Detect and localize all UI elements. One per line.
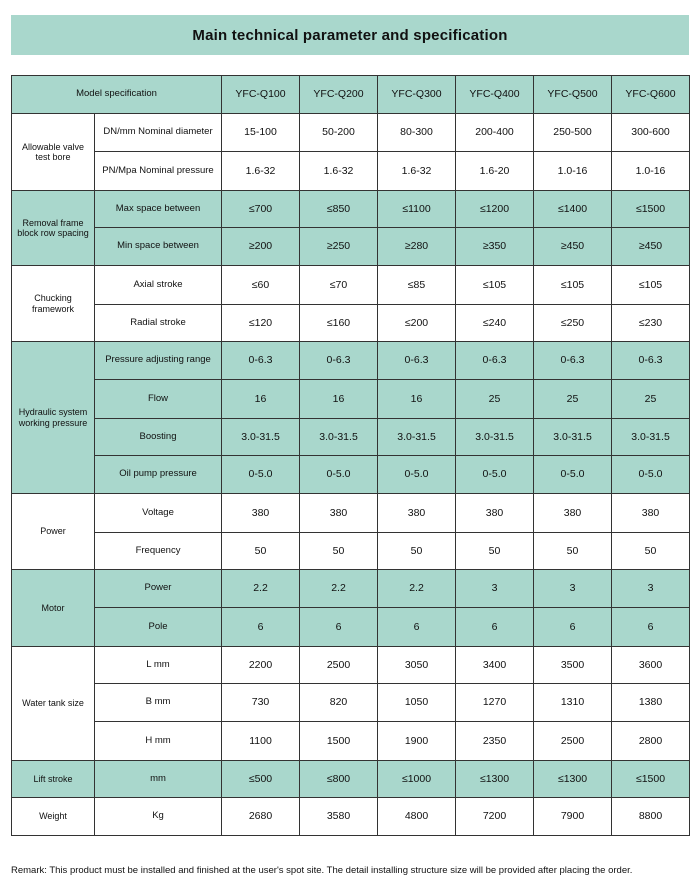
parameter-label: L mm [95, 647, 222, 684]
parameter-label: Pole [95, 608, 222, 647]
parameter-label: Radial stroke [95, 305, 222, 342]
parameter-label: Kg [95, 798, 222, 836]
value-cell: 730 [222, 684, 300, 722]
value-cell: 6 [300, 608, 378, 647]
value-cell: ≥450 [612, 228, 690, 266]
value-cell: 50 [222, 533, 300, 570]
value-cell: ≤800 [300, 761, 378, 798]
parameter-label: mm [95, 761, 222, 798]
value-cell: 80-300 [378, 114, 456, 152]
group-label: Weight [12, 798, 95, 836]
value-cell: 2.2 [300, 570, 378, 608]
value-cell: ≤700 [222, 191, 300, 228]
value-cell: 1500 [300, 722, 378, 761]
value-cell: 16 [300, 380, 378, 419]
value-cell: 50 [612, 533, 690, 570]
value-cell: 1270 [456, 684, 534, 722]
value-cell: 1100 [222, 722, 300, 761]
value-cell: 3050 [378, 647, 456, 684]
value-cell: 25 [612, 380, 690, 419]
table-row [12, 647, 690, 684]
value-cell: 2200 [222, 647, 300, 684]
value-cell: 1.0-16 [534, 152, 612, 191]
value-cell: 2350 [456, 722, 534, 761]
parameter-label: Power [95, 570, 222, 608]
value-cell: ≤850 [300, 191, 378, 228]
value-cell: 0-6.3 [378, 342, 456, 380]
value-cell: 3.0-31.5 [534, 419, 612, 456]
spec-table [11, 75, 690, 836]
value-cell: ≤120 [222, 305, 300, 342]
value-cell: ≤1300 [534, 761, 612, 798]
value-cell: 3.0-31.5 [300, 419, 378, 456]
model-header: YFC-Q600 [612, 76, 690, 114]
value-cell: ≤70 [300, 266, 378, 305]
value-cell: 50 [300, 533, 378, 570]
value-cell: 7900 [534, 798, 612, 836]
parameter-label: Voltage [95, 494, 222, 533]
value-cell: 16 [222, 380, 300, 419]
value-cell: 0-5.0 [612, 456, 690, 494]
value-cell: 1.6-32 [378, 152, 456, 191]
value-cell: ≤60 [222, 266, 300, 305]
value-cell: ≥350 [456, 228, 534, 266]
value-cell: 16 [378, 380, 456, 419]
value-cell: 3.0-31.5 [612, 419, 690, 456]
value-cell: 380 [612, 494, 690, 533]
value-cell: ≤1500 [612, 761, 690, 798]
value-cell: 6 [222, 608, 300, 647]
value-cell: ≤105 [456, 266, 534, 305]
value-cell: 1050 [378, 684, 456, 722]
value-cell: ≤105 [612, 266, 690, 305]
value-cell: 8800 [612, 798, 690, 836]
value-cell: 1900 [378, 722, 456, 761]
value-cell: 3 [612, 570, 690, 608]
table-row [12, 798, 690, 836]
value-cell: ≤200 [378, 305, 456, 342]
value-cell: 2.2 [222, 570, 300, 608]
value-cell: 250-500 [534, 114, 612, 152]
value-cell: 300-600 [612, 114, 690, 152]
value-cell: 1.6-20 [456, 152, 534, 191]
value-cell: ≤250 [534, 305, 612, 342]
group-label: Lift stroke [12, 761, 95, 798]
value-cell: 50 [456, 533, 534, 570]
value-cell: 0-5.0 [534, 456, 612, 494]
parameter-label: Frequency [95, 533, 222, 570]
value-cell: ≤1400 [534, 191, 612, 228]
value-cell: 0-5.0 [456, 456, 534, 494]
value-cell: ≤1100 [378, 191, 456, 228]
table-row [12, 114, 690, 152]
value-cell: 380 [378, 494, 456, 533]
value-cell: 3.0-31.5 [378, 419, 456, 456]
table-row [12, 570, 690, 608]
value-cell: 200-400 [456, 114, 534, 152]
parameter-label: B mm [95, 684, 222, 722]
value-cell: ≤85 [378, 266, 456, 305]
value-cell: ≥280 [378, 228, 456, 266]
group-label: Allowable valve test bore [12, 114, 95, 191]
parameter-label: Oil pump pressure [95, 456, 222, 494]
table-row [12, 494, 690, 533]
value-cell: 3580 [300, 798, 378, 836]
table-row [12, 761, 690, 798]
page-title: Main technical parameter and specification [11, 15, 689, 55]
value-cell: 1.6-32 [300, 152, 378, 191]
value-cell: 3600 [612, 647, 690, 684]
value-cell: 1.6-32 [222, 152, 300, 191]
value-cell: ≤500 [222, 761, 300, 798]
parameter-label: Min space between [95, 228, 222, 266]
table-row [12, 722, 690, 761]
value-cell: 0-5.0 [378, 456, 456, 494]
value-cell: 0-6.3 [456, 342, 534, 380]
value-cell: 6 [612, 608, 690, 647]
value-cell: 2680 [222, 798, 300, 836]
value-cell: ≥250 [300, 228, 378, 266]
value-cell: 380 [222, 494, 300, 533]
remark-note: Remark: This product must be installed and finished at the user's spot site. The detail installing structure size will be provided after placing the order. [11, 865, 633, 876]
group-label: Power [12, 494, 95, 570]
parameter-label: Flow [95, 380, 222, 419]
value-cell: ≤160 [300, 305, 378, 342]
spec-table-body [12, 76, 690, 836]
value-cell: 0-5.0 [222, 456, 300, 494]
value-cell: ≤1200 [456, 191, 534, 228]
model-header: YFC-Q400 [456, 76, 534, 114]
value-cell: 6 [456, 608, 534, 647]
value-cell: 380 [534, 494, 612, 533]
value-cell: 3.0-31.5 [222, 419, 300, 456]
value-cell: 3.0-31.5 [456, 419, 534, 456]
value-cell: 0-5.0 [300, 456, 378, 494]
table-row [12, 342, 690, 380]
table-row [12, 608, 690, 647]
table-row [12, 152, 690, 191]
value-cell: 3 [534, 570, 612, 608]
value-cell: 4800 [378, 798, 456, 836]
value-cell: ≤240 [456, 305, 534, 342]
header-label: Model specification [12, 76, 222, 114]
value-cell: 820 [300, 684, 378, 722]
value-cell: 2500 [534, 722, 612, 761]
parameter-label: Pressure adjusting range [95, 342, 222, 380]
value-cell: 380 [456, 494, 534, 533]
value-cell: 15-100 [222, 114, 300, 152]
value-cell: 3500 [534, 647, 612, 684]
value-cell: 2800 [612, 722, 690, 761]
value-cell: 25 [456, 380, 534, 419]
parameter-label: Axial stroke [95, 266, 222, 305]
value-cell: 0-6.3 [534, 342, 612, 380]
group-label: Hydraulic system working pressure [12, 342, 95, 494]
parameter-label: PN/Mpa Nominal pressure [95, 152, 222, 191]
model-header: YFC-Q200 [300, 76, 378, 114]
value-cell: 0-6.3 [222, 342, 300, 380]
value-cell: 50 [534, 533, 612, 570]
value-cell: ≥200 [222, 228, 300, 266]
value-cell: 3 [456, 570, 534, 608]
value-cell: 50 [378, 533, 456, 570]
value-cell: 7200 [456, 798, 534, 836]
value-cell: 1380 [612, 684, 690, 722]
value-cell: ≤1500 [612, 191, 690, 228]
model-header: YFC-Q100 [222, 76, 300, 114]
value-cell: ≤105 [534, 266, 612, 305]
value-cell: 1.0-16 [612, 152, 690, 191]
value-cell: 50-200 [300, 114, 378, 152]
model-header: YFC-Q300 [378, 76, 456, 114]
group-label: Motor [12, 570, 95, 647]
model-header: YFC-Q500 [534, 76, 612, 114]
parameter-label: H mm [95, 722, 222, 761]
value-cell: 25 [534, 380, 612, 419]
value-cell: 0-6.3 [300, 342, 378, 380]
value-cell: ≤1000 [378, 761, 456, 798]
table-row [12, 419, 690, 456]
value-cell: 380 [300, 494, 378, 533]
parameter-label: Boosting [95, 419, 222, 456]
group-label: Removal frame block row spacing [12, 191, 95, 266]
value-cell: 6 [378, 608, 456, 647]
value-cell: ≤230 [612, 305, 690, 342]
table-row [12, 266, 690, 305]
value-cell: 0-6.3 [612, 342, 690, 380]
value-cell: ≤1300 [456, 761, 534, 798]
group-label: Water tank size [12, 647, 95, 761]
table-row [12, 456, 690, 494]
group-label: Chucking framework [12, 266, 95, 342]
table-row [12, 228, 690, 266]
value-cell: 6 [534, 608, 612, 647]
value-cell: 3400 [456, 647, 534, 684]
value-cell: 2500 [300, 647, 378, 684]
table-row [12, 380, 690, 419]
table-row [12, 684, 690, 722]
value-cell: ≥450 [534, 228, 612, 266]
table-row [12, 533, 690, 570]
parameter-label: DN/mm Nominal diameter [95, 114, 222, 152]
table-row [12, 305, 690, 342]
value-cell: 2.2 [378, 570, 456, 608]
header-row [12, 76, 690, 114]
parameter-label: Max space between [95, 191, 222, 228]
value-cell: 1310 [534, 684, 612, 722]
table-row [12, 191, 690, 228]
